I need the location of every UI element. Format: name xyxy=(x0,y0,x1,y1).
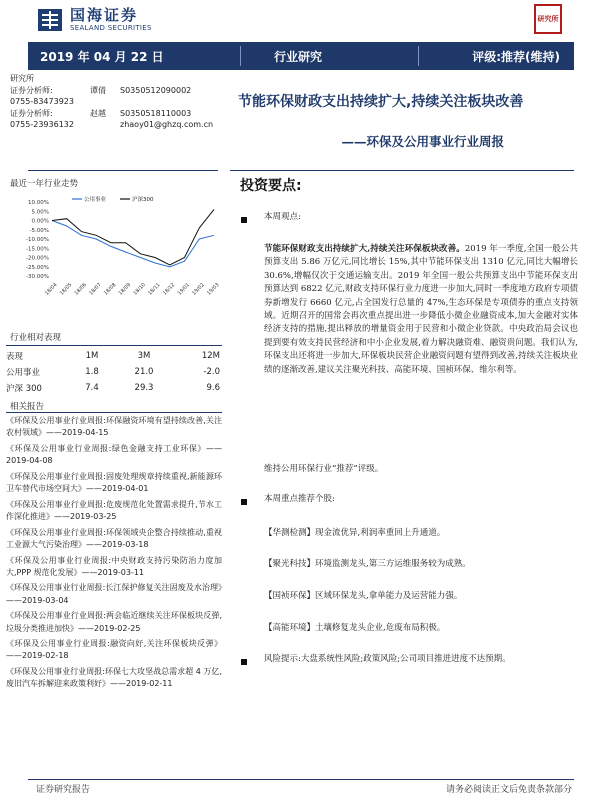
y-tick-label: -5.00% xyxy=(29,227,49,234)
divider xyxy=(230,170,574,171)
x-tick-label: 19/01 xyxy=(176,282,192,297)
pick-desc: 区域环保龙头,拿单能力及运营能力强。 xyxy=(315,591,463,601)
pick-name: 华测检测 xyxy=(272,528,307,538)
performance-table xyxy=(6,348,222,396)
list-item[interactable]: 《环保及公用事业行业周报:环保融资环境有望持续改善,关注农村领域》——2019-04-15 xyxy=(6,416,222,438)
views-label: 本周观点: xyxy=(264,212,301,222)
table-header-row: 表现 1M 3M 12M xyxy=(6,351,220,362)
x-tick-label: 19/02 xyxy=(191,282,206,297)
list-item[interactable]: 《环保及公用事业行业周报:绿色金融支持工业环保》——2019-04-08 xyxy=(6,443,222,466)
logo-chinese-name: 国海证券 xyxy=(70,6,139,24)
x-tick-label: 18/07 xyxy=(88,282,103,297)
views-paragraph xyxy=(264,243,578,377)
views-headline: 节能环保财政支出持续扩大,持续关注环保板块改善。 xyxy=(264,244,465,254)
list-item[interactable]: 《环保及公用事业行业周报:环保七大攻坚战总需求超 4 万亿,废旧汽车拆解迎来政策利好》——2019-02-11 xyxy=(6,667,222,689)
related-section-label: 相关报告 xyxy=(10,402,45,412)
y-tick-label: -20.00% xyxy=(26,255,49,262)
pick-name: 高能环境 xyxy=(272,623,307,633)
report-subtitle: ——环保及公用事业行业周报 xyxy=(341,134,504,149)
analyst-row: 证券分析师: 赵越 S0350518110003 xyxy=(10,108,192,118)
banner-divider xyxy=(418,46,419,66)
x-tick-label: 18/09 xyxy=(117,282,133,297)
x-tick-label: 18/04 xyxy=(44,282,59,297)
banner-divider xyxy=(240,46,241,66)
report-title: 节能环保财政支出持续扩大,持续关注板块改善 xyxy=(238,94,524,110)
trend-chart-svg xyxy=(8,192,220,302)
pick-desc: 环境监测龙头,第三方运维服务较为成熟。 xyxy=(315,559,471,569)
list-item[interactable]: 《环保及公用事业行业周报:长江保护修复关注固废及水治理》——2019-03-04 xyxy=(6,583,222,605)
list-item[interactable]: 《环保及公用事业行业周报:两会临近继续关注环保板块反弹,垃圾分类推进加快》——2019-02-25 xyxy=(6,611,222,633)
pick-item: 【华测检测】现金流优异,利润率重回上升通道。 xyxy=(264,528,446,538)
y-tick-label: 5.00% xyxy=(31,209,49,216)
legend-label: 沪深300 xyxy=(132,197,154,203)
report-rating: 评级:推荐(维持) xyxy=(472,49,560,64)
y-tick-label: 10.00% xyxy=(28,200,49,206)
y-tick-label: -15.00% xyxy=(26,246,49,253)
company-logo xyxy=(36,6,186,34)
x-tick-label: 18/10 xyxy=(132,282,147,297)
table-row: 公用事业 1.8 21.0 -2.0 xyxy=(6,367,220,378)
list-item[interactable]: 《环保及公用事业行业周报:固废处理规章持续重视,新能源环卫车替代市场空间大》——2019-04-01 xyxy=(6,471,222,494)
divider xyxy=(6,345,222,346)
rating-line: 维持公用环保行业“推荐”评级。 xyxy=(264,464,384,474)
views-body: 2019 年一季度,全国一般公共预算支出 5.86 万亿元,同比增长 15%,其中节能环保支出 1310 亿元,同比大幅增长 30.6%,增幅仅次于交通运输支出。2019 年全国一般公共预算支出中节能环保支出预算达到 6822 亿元,财政支持环保行业力度进一步加大,同时一季度地方政府专项债券新增发行 6660 亿元,占全国发行总量的 47%,生态环保是专项债券的重点支持领域。近期召开的国常会再次重点提出进一步降低小微企业融资成本,加大金融对实体经济支持的措施,提出释放的增量资金用于民营和小微企业贷款。中央政治局会议也提到要有效支持民营经济和中小企业发展,着力解决融资难、融资贵问题。我们认为,环保支出还将进一步加大,环保板块民营企业融资问题有望得到改善,持续关注板块业绩的逐渐改善,建议关注聚光科技、高能环境、国祯环保、维尔利等。 xyxy=(264,244,578,375)
x-tick-label: 19/03 xyxy=(206,282,220,297)
y-tick-label: -10.00% xyxy=(26,237,49,243)
list-item[interactable]: 《环保及公用事业行业周报:中央财政支持污染防治力度加大,PPP 规范化发展》——2019-03-11 xyxy=(6,555,222,577)
report-type: 行业研究 xyxy=(274,49,323,64)
list-item[interactable]: 《环保及公用事业行业周报:危废规范化处置需求提升,节水工作深化推进》——2019-03-25 xyxy=(6,499,222,521)
header-banner xyxy=(28,42,574,70)
bullet-icon xyxy=(241,499,247,505)
pick-name: 聚光科技 xyxy=(272,559,307,569)
list-item[interactable]: 《环保及公用事业行业周报:融资向好,关注环保板块反弹》——2019-02-18 xyxy=(6,639,222,661)
pick-item: 【聚光科技】环境监测龙头,第三方运维服务较为成熟。 xyxy=(264,559,471,569)
pick-name: 国祯环保 xyxy=(272,591,307,601)
research-seal-icon: 研究所 xyxy=(534,4,562,34)
table-row: 沪深 300 7.4 29.3 9.6 xyxy=(6,383,220,394)
bullet-icon xyxy=(241,659,247,665)
list-item[interactable]: 《环保及公用事业行业周报:环保领域央企整合持续推动,重视工业源大气污染治理》——2019-03-18 xyxy=(6,527,222,549)
y-tick-label: 0.00% xyxy=(31,218,49,225)
analyst-row: 证券分析师: 谭倩 S0350512090002 xyxy=(10,85,192,95)
analyst-row: 0755-23936132 zhaoy01@ghzq.com.cn xyxy=(10,120,214,129)
divider xyxy=(6,412,222,413)
series-line-csi300 xyxy=(52,209,214,265)
pick-desc: 土壤修复龙头企业,危废布局积极。 xyxy=(315,623,446,633)
y-tick-label: -25.00% xyxy=(26,264,49,271)
divider xyxy=(28,779,574,780)
x-tick-label: 18/11 xyxy=(147,282,162,297)
pick-item: 【高能环境】土壤修复龙头企业,危废布局积极。 xyxy=(264,623,446,633)
logo-mark-icon xyxy=(36,7,64,33)
pick-item: 【国祯环保】区域环保龙头,拿单能力及运营能力强。 xyxy=(264,591,463,601)
y-tick-label: -30.00% xyxy=(26,274,49,280)
industry-trend-chart xyxy=(8,192,220,302)
analyst-block xyxy=(10,73,230,131)
legend-label: 公用事业 xyxy=(84,197,107,203)
perf-section-label: 行业相对表现 xyxy=(10,333,62,343)
bullet-icon xyxy=(241,217,247,223)
x-tick-label: 18/12 xyxy=(161,282,177,297)
analyst-row: 0755-83473923 xyxy=(10,97,74,106)
x-tick-label: 18/06 xyxy=(73,282,88,297)
x-tick-label: 18/05 xyxy=(58,282,74,297)
footer-left: 证券研究报告 xyxy=(36,785,91,795)
picks-label: 本周重点推荐个股: xyxy=(264,494,335,504)
risk-warning: 风险提示:大盘系统性风险;政策风险;公司项目推进进度不达预期。 xyxy=(264,654,511,664)
x-tick-label: 18/08 xyxy=(102,282,118,297)
logo-english-name: SEALAND SECURITIES xyxy=(70,24,152,32)
invest-title: 投资要点: xyxy=(240,178,302,194)
divider xyxy=(28,170,218,171)
report-date: 2019 年 04 月 22 日 xyxy=(40,49,164,64)
related-reports-list xyxy=(6,415,222,694)
pick-desc: 现金流优异,利润率重回上升通道。 xyxy=(315,528,446,538)
chart-section-label: 最近一年行业走势 xyxy=(10,179,79,189)
footer-right: 请务必阅读正文后免责条款部分 xyxy=(445,785,572,795)
dept-label: 研究所 xyxy=(10,74,34,83)
